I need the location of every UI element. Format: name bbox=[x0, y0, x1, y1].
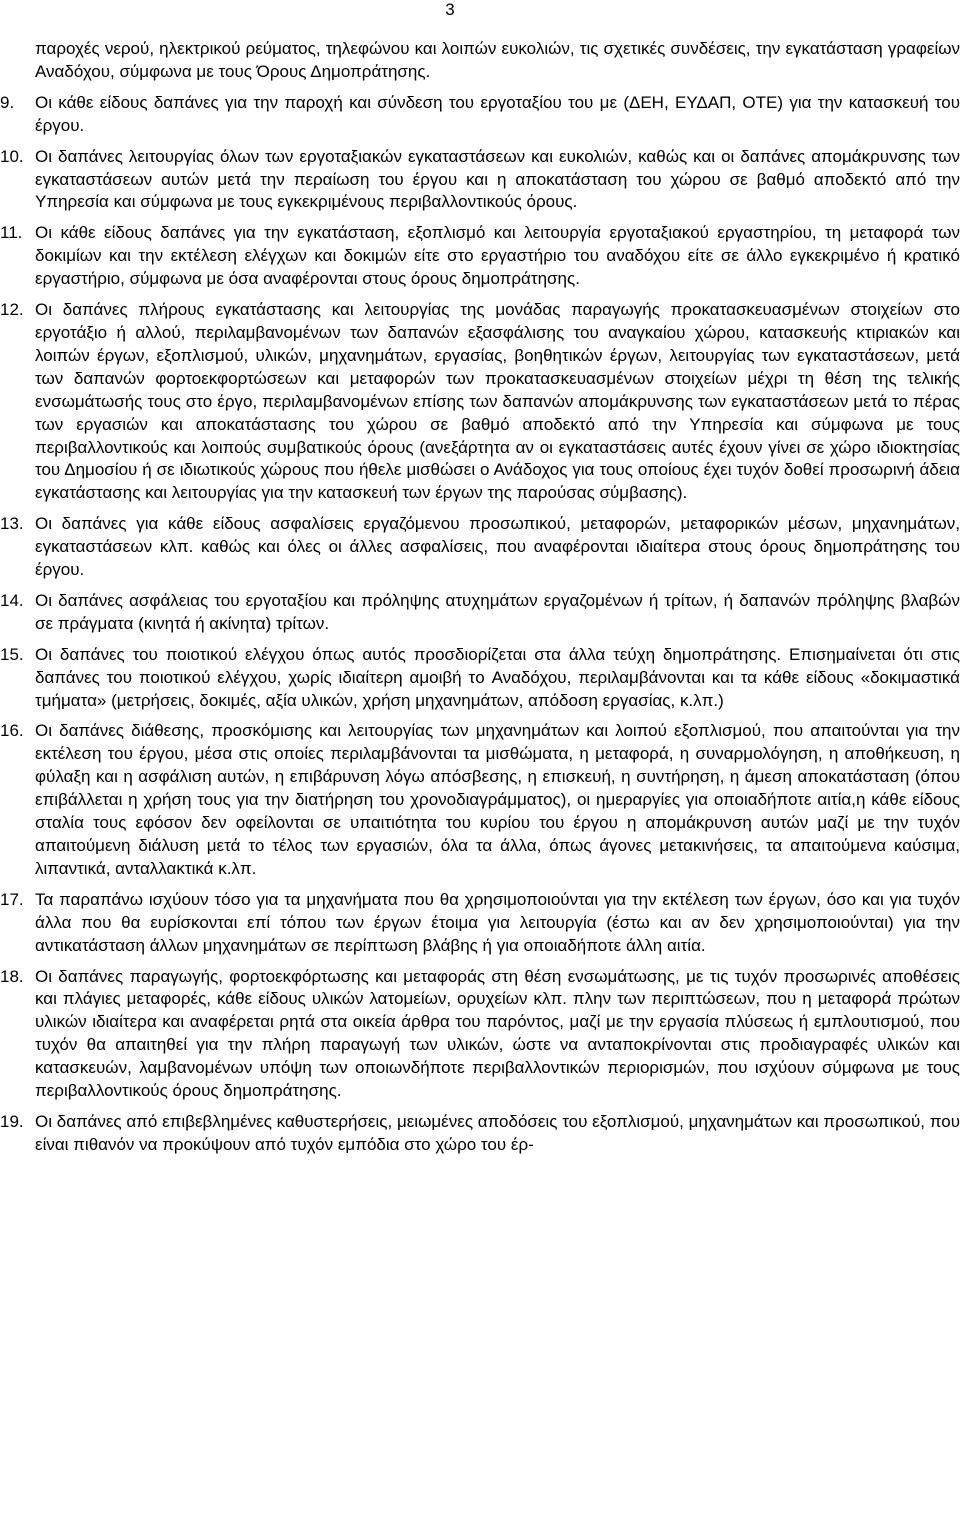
item-text: Οι κάθε είδους δαπάνες για την εγκατάσταση, εξοπλισμό και λειτουργία εργοταξιακού εργαστηρίου, τη μεταφορά των δοκιμίων και την εκτέλεση ελέγχων και δοκιμών είτε στο εργαστήριο του αναδόχου είτε σε άλλο εγκεκριμένο ή κρατικό εργαστήριο, σύμφωνα με όσα αναφέρονται στους όρους δημοπράτησης. bbox=[35, 223, 960, 289]
item-number: 12. bbox=[0, 300, 24, 320]
item-number: 13. bbox=[0, 514, 24, 534]
item-number: 17. bbox=[0, 889, 24, 909]
item-number: 14. bbox=[0, 590, 24, 610]
document-body bbox=[0, 38, 960, 1165]
list-item bbox=[0, 590, 960, 636]
item-text: Οι δαπάνες λειτουργίας όλων των εργοταξιακών εγκαταστάσεων και ευκολιών, καθώς και οι δαπάνες απομάκρυνσης των εγκαταστάσεων αυτών μετά την περαίωση του έργου και η αποκατάσταση του χώρου σε βαθμό αποδεκτό από την Υπηρεσία και σύμφωνα με τους εγκεκριμένους περιβαλλοντικούς όρους. bbox=[35, 146, 960, 212]
list-item bbox=[0, 513, 960, 582]
list-item bbox=[0, 889, 960, 958]
item-number: 19. bbox=[0, 1111, 24, 1131]
item-text: Οι δαπάνες για κάθε είδους ασφαλίσεις εργαζόμενου προσωπικού, μεταφορών, μεταφορικών μέσων, μηχανημάτων, εγκαταστάσεων κλπ. καθώς και όλες οι άλλες ασφαλίσεις, που αναφέρονται ιδιαίτερα στους όρους δημοπράτησης του έργου. bbox=[35, 514, 960, 580]
item-number: 10. bbox=[0, 146, 24, 166]
item-text: Οι δαπάνες πλήρους εγκατάστασης και λειτουργίας της μονάδας παραγωγής προκατασκευασμένων στοιχείων στο εργοτάξιο ή αλλού, περιλαμβανομένων των δαπανών εξασφάλισης του αναγκαίου χώρου, κατασκευής κτιριακών και λοιπών έργων, εξοπλισμού, υλικών, μηχανημάτων, εργασίας, βοηθητικών έργων, λειτουργίας των εγκαταστάσεων, μετά των δαπανών φορτοεκφορτώσεων και μεταφορών των προκατασκευασμένων στοιχείων μέχρι τη θέση της τελικής ενσωμάτωσής τους στο έργο, περιλαμβανομένων επίσης των δαπανών απομάκρυνσης των εγκαταστάσεων μετά το πέρας των εργασιών και αποκατάστασης του χώρου σε βαθμό αποδεκτό από την Υπηρεσία και σύμφωνα με τους περιβαλλοντικούς και λοιπούς συμβατικούς όρους (ανεξάρτητα αν οι εγκαταστάσεις αυτές έχουν γίνει σε χώρο ιδιοκτησίας του Δημοσίου ή σε ιδιωτικούς χώρους που ήθελε μισθώσει ο Ανάδοχος για τους οποίους έχει τυχόν δοθεί προσωρινή άδεια εγκατάστασης και λειτουργίας για την κατασκευή των έργων της παρούσας σύμβασης). bbox=[35, 300, 960, 503]
item-number: 15. bbox=[0, 644, 24, 664]
item-text: Οι δαπάνες από επιβεβλημένες καθυστερήσεις, μειωμένες αποδόσεις του εξοπλισμού, μηχανημάτων και προσωπικού, που είναι πιθανόν να προκύψουν από τυχόν εμπόδια στο χώρο του έρ- bbox=[35, 1111, 960, 1154]
item-text: Οι δαπάνες παραγωγής, φορτοεκφόρτωσης και μεταφοράς στη θέση ενσωμάτωσης, με τις τυχόν προσωρινές αποθέσεις και πλάγιες μεταφορές, κάθε είδους υλικών λατομείων, ορυχείων κλπ. πλην των περιπτώσεων, που η μεταφορά πρώτων υλικών ιδιαίτερα και αναφέρεται ρητά στα οικεία άρθρα του παρόντος, μαζί με την εργασία πλύσεως ή εμπλουτισμού, που τυχόν θα απαιτηθεί για την πλήρη παραγωγή των υλικών, ώστε να ανταποκρίνονται στις προδιαγραφές υλικών και κατασκευών, λαμβανομένων υπόψη των οποιωνδήποτε περιβαλλοντικών περιορισμών, που ισχύουν σύμφωνα με τους περιβαλλοντικούς όρους δημοπράτησης. bbox=[35, 966, 960, 1101]
list-item bbox=[0, 92, 960, 138]
item-text: Οι δαπάνες διάθεσης, προσκόμισης και λειτουργίας των μηχανημάτων και λοιπού εξοπλισμού, που απαιτούνται για την εκτέλεση του έργου, μέσα στις οποίες περιλαμβάνονται τα μισθώματα, η μεταφορά, η συναρμολόγηση, η αποθήκευση, η φύλαξη και η ασφάλιση αυτών, η επιβάρυνση λόγω απόσβεσης, η επισκευή, η συντήρηση, η άμεση αποκατάσταση (όπου επιβάλλεται η χρήση τους για την διατήρηση του χρονοδιαγράμματος), οι ημεραργίες για οποιαδήποτε αιτία,η κάθε είδους σταλία τους εφόσον δεν οφείλονται σε υπαιτιότητα του κυρίου του έργου η απομάκρυνση αυτών μαζί με την τυχόν απαιτούμενη διάλυση μετά το τέλος των εργασιών, όλα τα άλλα, όπως άγονες μετακινήσεις, τα απαιτούμενα καύσιμα, λιπαντικά, ανταλλακτικά κ.λπ. bbox=[35, 721, 960, 878]
item-text: Οι δαπάνες του ποιοτικού ελέγχου όπως αυτός προσδιορίζεται στα άλλα τεύχη δημοπράτησης. Επισημαίνεται ότι στις δαπάνες του ποιοτικού ελέγχου, χωρίς ιδιαίτερη αμοιβή τo Αναδόχου, περιλαμβάνονται και τα κάθε είδους «δοκιμαστικά τμήματα» (μετρήσεις, δοκιμές, αξία υλικών, χρήση μηχανημάτων, απόδοση εργασίας, κ.λπ.) bbox=[35, 644, 960, 710]
item-text: Οι κάθε είδους δαπάνες για την παροχή και σύνδεση του εργοταξίου του με (ΔΕΗ, ΕΥΔΑΠ, ΟΤΕ) για την κατασκευή του έργου. bbox=[35, 92, 960, 135]
item-number: 16. bbox=[0, 721, 24, 741]
list-item bbox=[0, 966, 960, 1103]
paragraph-text: παροχές νερού, ηλεκτρικού ρεύματος, τηλεφώνου και λοιπών ευκολιών, τις σχετικές συνδέσεις, την εγκατάσταση γραφείων Αναδόχου, σύμφωνα με τους Όρους Δημοπράτησης. bbox=[35, 39, 960, 81]
list-item bbox=[0, 299, 960, 505]
list-item bbox=[0, 1111, 960, 1157]
item-number: 11. bbox=[0, 223, 23, 243]
item-text: Τα παραπάνω ισχύουν τόσο για τα μηχανήματα που θα χρησιμοποιούνται για την εκτέλεση των έργων, όσο και για τυχόν άλλα που θα ευρίσκονται επί τόπου των έργων έτοιμα για λειτουργία (έστω και αν δεν χρησιμοποιούνται) για την αντικατάσταση άλλων μηχανημάτων σε περίπτωση βλάβης ή για οποιαδήποτε άλλη αιτία. bbox=[35, 889, 960, 955]
list-item bbox=[0, 222, 960, 291]
list-item bbox=[0, 720, 960, 880]
item-number: 18. bbox=[0, 966, 24, 986]
item-number: 9. bbox=[0, 92, 15, 112]
page-number: 3 bbox=[445, 0, 455, 19]
list-item bbox=[0, 644, 960, 713]
item-text: Οι δαπάνες ασφάλειας του εργοταξίου και πρόληψης ατυχημάτων εργαζομένων ή τρίτων, ή δαπανών πρόληψης βλαβών σε πράγματα (κινητά ή ακίνητα) τρίτων. bbox=[35, 590, 960, 633]
list-item bbox=[0, 146, 960, 215]
intro-paragraph bbox=[0, 38, 960, 84]
